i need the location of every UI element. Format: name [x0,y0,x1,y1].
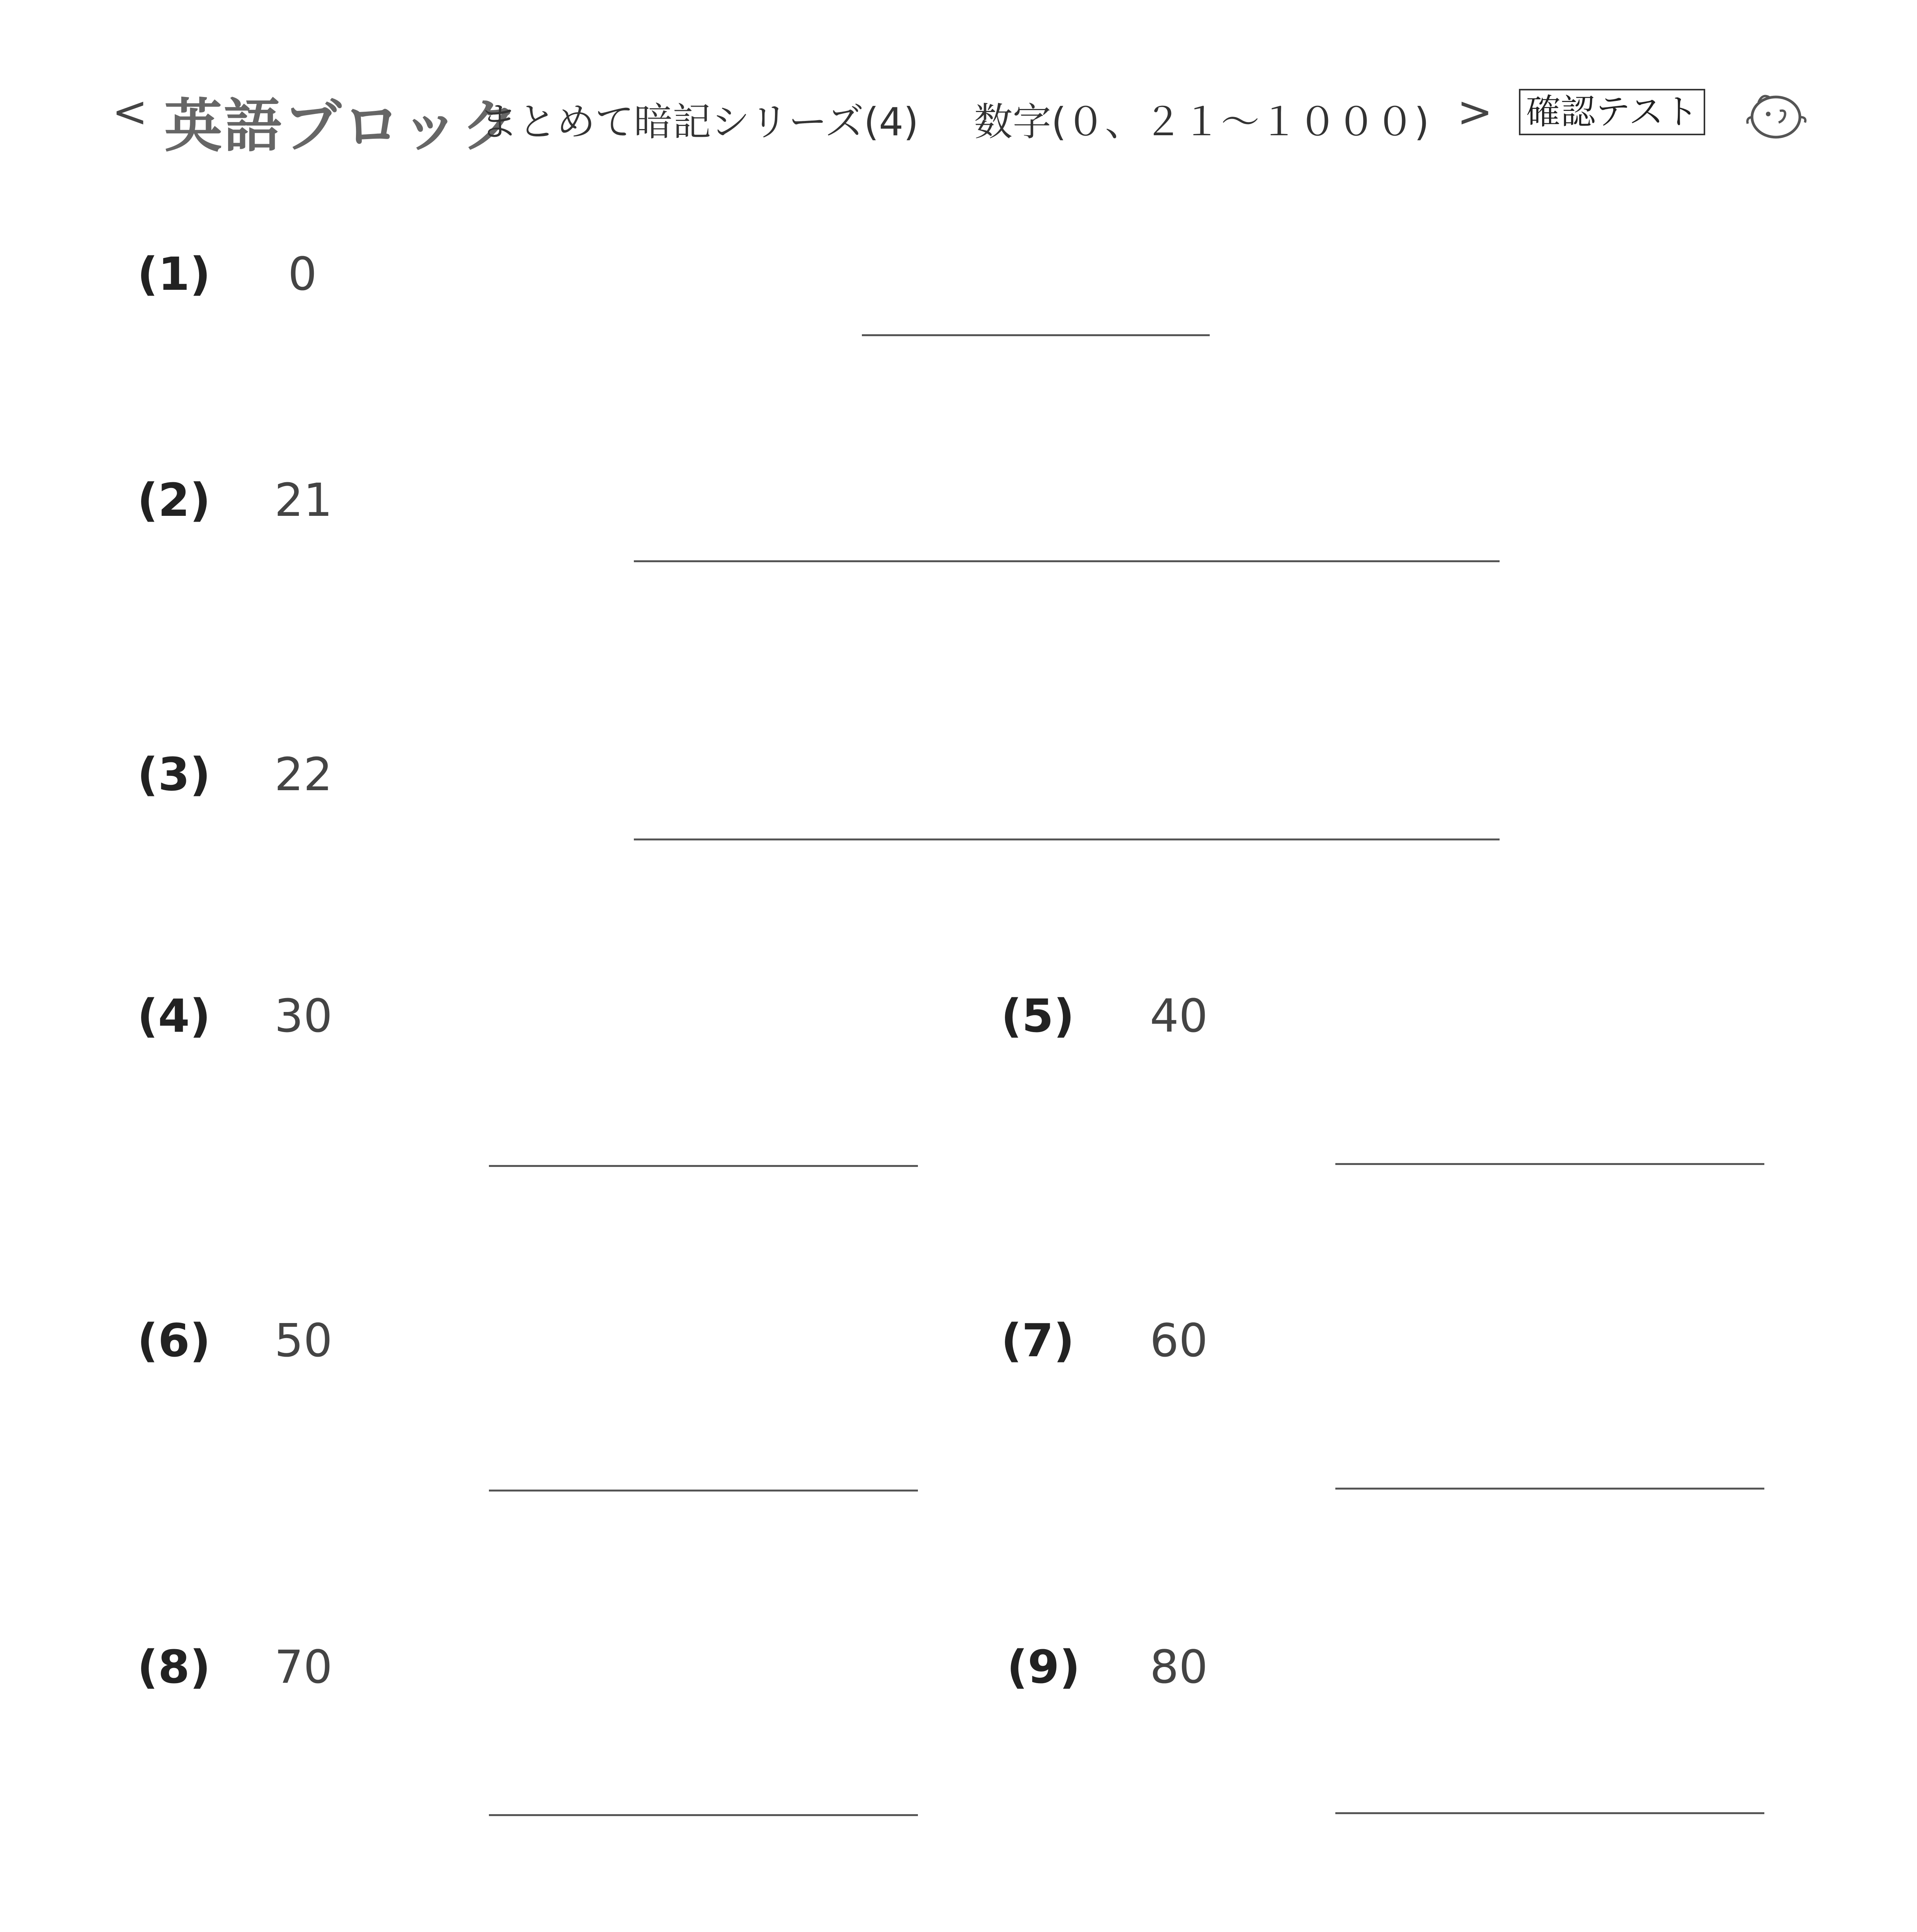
question-value: 22 [274,748,333,801]
answer-blank[interactable] [489,1814,918,1816]
answer-blank[interactable] [634,560,1500,562]
question-number: (7) [1001,1314,1074,1367]
question-value: 21 [274,473,333,527]
question-value: 60 [1150,1314,1208,1367]
question-value: 50 [274,1314,333,1367]
test-badge: 確認テスト [1519,89,1705,135]
question-value: 30 [274,989,333,1043]
question-number: (5) [1001,989,1074,1043]
question-value: 40 [1150,989,1208,1043]
question-number: (6) [137,1314,211,1367]
answer-blank[interactable] [1335,1163,1764,1165]
answer-blank[interactable] [1335,1812,1764,1814]
answer-blank[interactable] [489,1490,918,1492]
question-number: (3) [137,748,211,801]
question-value: 70 [274,1640,333,1694]
answer-blank[interactable] [634,838,1500,840]
header-left-bracket: < [112,87,148,136]
question-number: (9) [1007,1640,1080,1694]
page-header [112,83,1851,160]
question-value: 0 [288,247,317,301]
question-number: (2) [137,473,211,527]
topic-title: 数字(０、２１～１０００) [974,99,1430,145]
smiley-face-icon [1743,87,1809,145]
answer-blank[interactable] [862,334,1210,336]
answer-blank[interactable] [1335,1488,1764,1490]
question-number: (8) [137,1640,211,1694]
question-number: (4) [137,989,211,1043]
series-title: まとめて暗記シリーズ(4) [479,99,919,145]
question-number: (1) [137,247,211,301]
answer-blank[interactable] [489,1165,918,1167]
question-value: 80 [1150,1640,1208,1694]
brand-logo: 英語ブロック [164,93,521,160]
header-right-bracket: > [1457,87,1493,136]
